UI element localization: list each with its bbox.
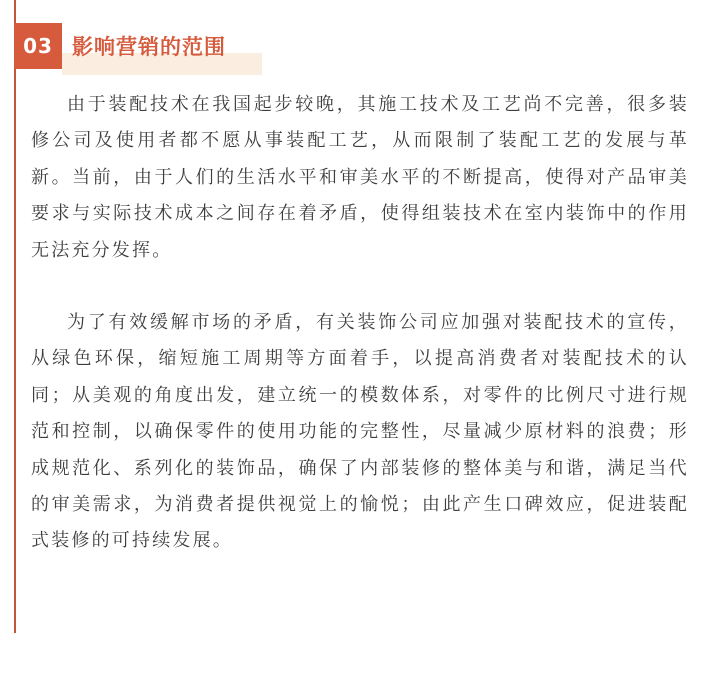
section-number-badge: 03 <box>14 23 62 69</box>
article-body <box>31 87 689 560</box>
paragraph-1: 由于装配技术在我国起步较晚，其施工技术及工艺尚不完善，很多装修公司及使用者都不愿从事装配工艺，从而限制了装配工艺的发展与革新。当前，由于人们的生活水平和审美水平的不断提高，使得对产品审美要求与实际技术成本之间存在着矛盾，使得组装技术在室内装饰中的作用无法充分发挥。 <box>31 94 689 261</box>
section-title: 影响营销的范围 <box>72 35 226 59</box>
section-heading <box>14 23 262 69</box>
paragraph-2: 为了有效缓解市场的矛盾，有关装饰公司应加强对装配技术的宣传，从绿色环保，缩短施工周期等方面着手，以提高消费者对装配技术的认同；从美观的角度出发，建立统一的模数体系，对零件的比例尺寸进行规范和控制，以确保零件的使用功能的完整性，尽量减少原材料的浪费；形成规范化、系列化的装饰品，确保了内部装修的整体美与和谐，满足当代的审美需求，为消费者提供视觉上的愉悦；由此产生口碑效应，促进装配式装修的可持续发展。 <box>31 312 689 552</box>
section-title-block <box>62 23 262 69</box>
left-accent-rule <box>14 0 16 633</box>
